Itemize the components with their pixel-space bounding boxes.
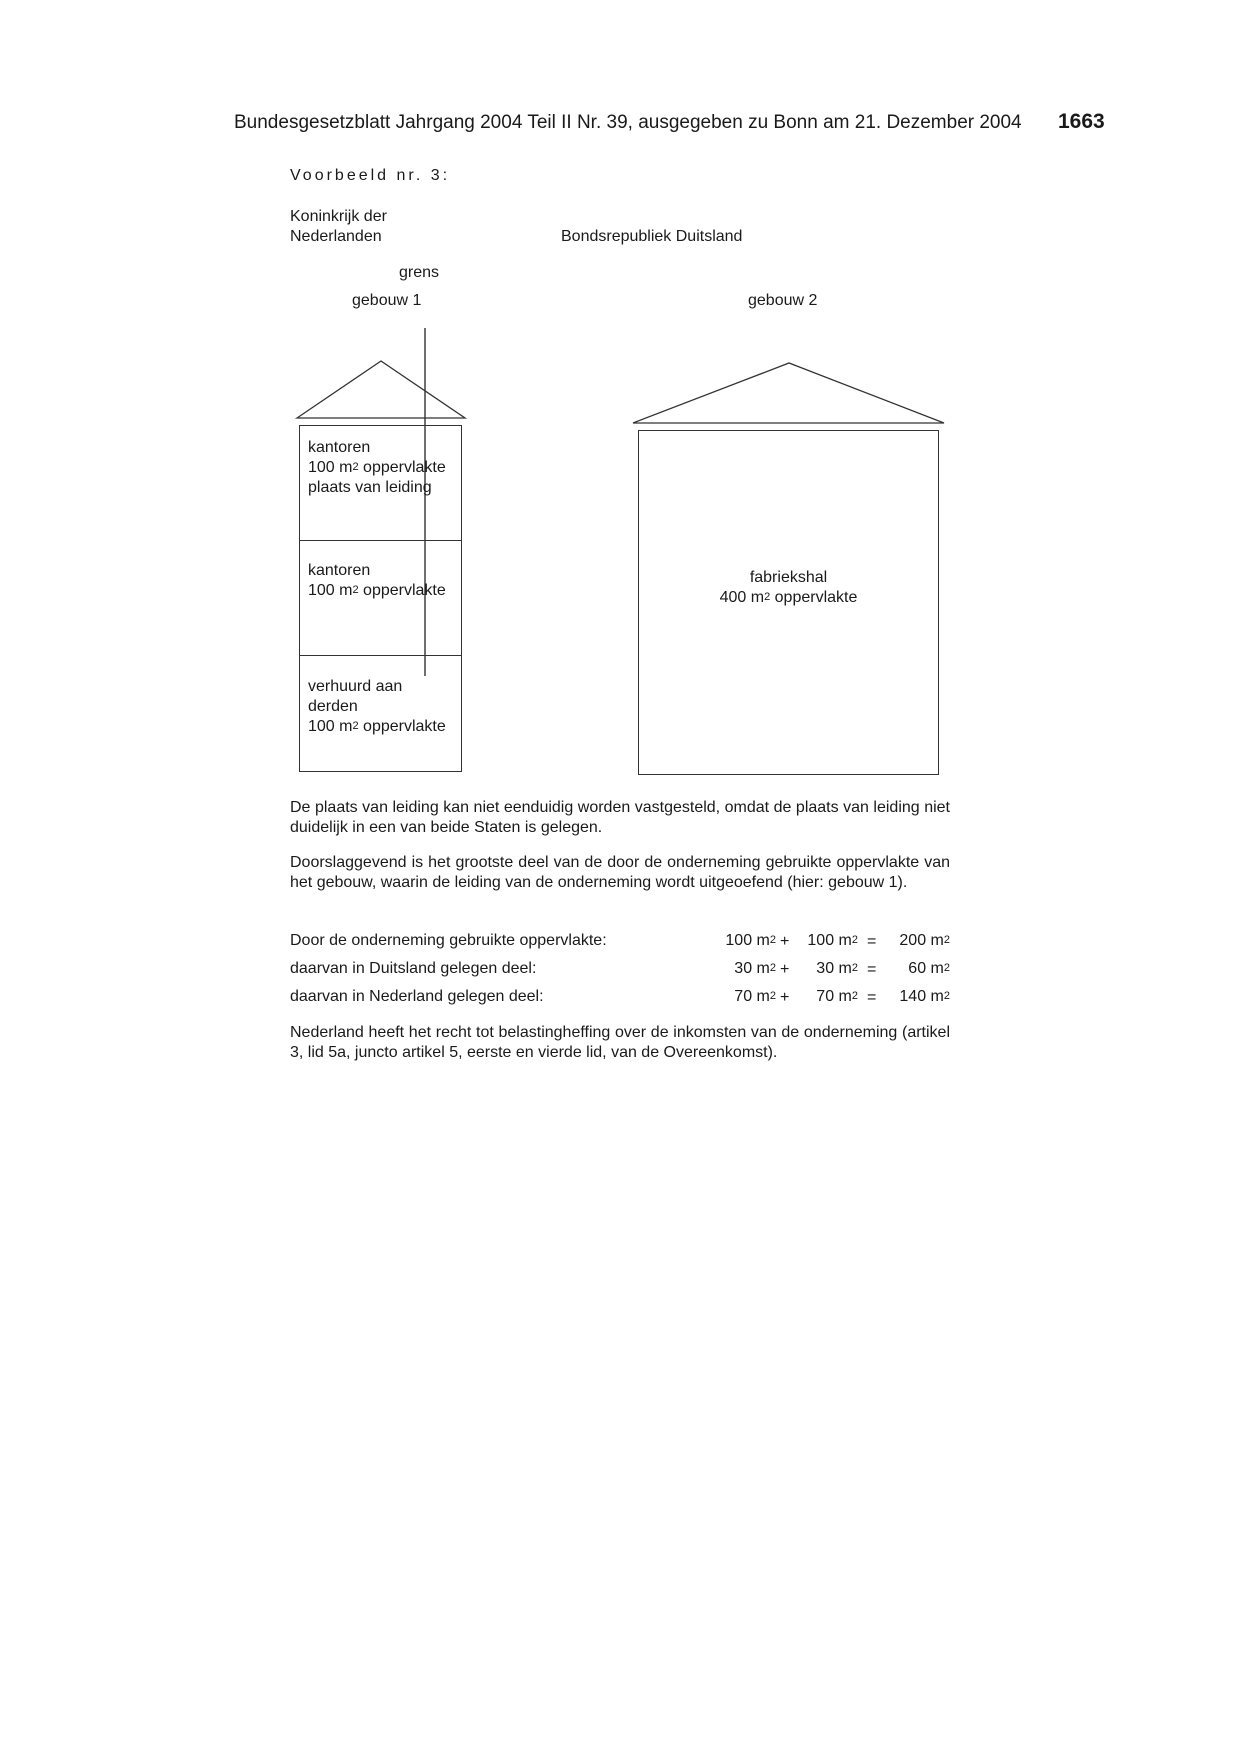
table-row-label: daarvan in Duitsland gelegen deel: — [290, 960, 537, 977]
table-cell-b: 100 $m^2$ — [807, 932, 858, 949]
table-cell-a: 30 $m^2$ — [734, 960, 776, 977]
border-label: grens — [399, 264, 440, 281]
building1-label: gebouw 1 — [352, 292, 422, 309]
floor-top-area: 100 $m^2$ oppervlakte — [308, 459, 446, 476]
table-cell-a: 70 $m^2$ — [734, 988, 776, 1005]
table-row-label: Door de onderneming gebruikte oppervlakte: — [290, 932, 607, 949]
floor-middle-text — [308, 561, 446, 601]
running-header: Bundesgesetzblatt Jahrgang 2004 Teil II Nr. 39, ausgegeben zu Bonn am 21. Dezember 2004 — [234, 112, 1022, 133]
floor-middle-area: 100 $m^2$ oppervlakte — [308, 582, 446, 599]
page-number: 1663 — [1058, 110, 1105, 133]
building2-roof — [633, 363, 944, 423]
building2-label: gebouw 2 — [748, 292, 818, 309]
hall-area: 400 $m^2$ oppervlakte — [719, 589, 858, 606]
table-cell-b: 30 $m^2$ — [816, 960, 858, 977]
table-row-label: daarvan in Nederland gelegen deel: — [290, 988, 544, 1005]
equals-sign: = — [867, 933, 877, 950]
paragraph-1: De plaats van leiding kan niet eenduidig worden vastgesteld, omdat de plaats van leiding niet duidelijk in een van beide Staten is gelegen. — [290, 799, 950, 836]
floor-bottom-use-2: derden — [308, 698, 358, 715]
paragraph-2: Doorslaggevend is het grootste deel van de door de onderneming gebruikte oppervlakte van het gebouw, waarin de leiding van de onderneming wordt uitgeoefend (hier: gebouw 1). — [290, 854, 950, 891]
hall-use: fabriekshal — [749, 569, 828, 586]
floor-divider — [299, 655, 462, 656]
plus-sign: + — [780, 933, 790, 950]
country-label-germany: Bondsrepubliek Duitsland — [561, 228, 743, 245]
equals-sign: = — [867, 961, 877, 978]
plus-sign: + — [780, 989, 790, 1006]
hall-text — [638, 568, 939, 608]
building1-roof — [297, 361, 465, 418]
floor-bottom-area: 100 $m^2$ oppervlakte — [308, 718, 446, 735]
country-left-line1: Koninkrijk der — [290, 208, 387, 225]
example-title: Voorbeeld nr. 3: — [290, 167, 451, 184]
floor-divider — [299, 540, 462, 541]
floor-top-use: kantoren — [308, 439, 371, 456]
floor-top-text — [308, 438, 446, 498]
floor-top-note: plaats van leiding — [308, 479, 432, 496]
table-cell-total: 200 $m^2$ — [899, 932, 950, 949]
floor-bottom-use: verhuurd aan — [308, 678, 403, 695]
floor-middle-use: kantoren — [308, 562, 371, 579]
table-cell-total: 60 $m^2$ — [908, 960, 950, 977]
table-cell-total: 140 $m^2$ — [899, 988, 950, 1005]
table-cell-a: 100 $m^2$ — [725, 932, 776, 949]
plus-sign: + — [780, 961, 790, 978]
table-cell-b: 70 $m^2$ — [816, 988, 858, 1005]
conclusion-paragraph: Nederland heeft het recht tot belastingheffing over de inkomsten van de onderneming (artikel 3, lid 5a, juncto artikel 5, eerste en vierde lid, van de Overeenkomst). — [290, 1024, 950, 1061]
equals-sign: = — [867, 989, 877, 1006]
floor-bottom-text — [308, 677, 446, 737]
country-left-line2: Nederlanden — [290, 228, 382, 245]
